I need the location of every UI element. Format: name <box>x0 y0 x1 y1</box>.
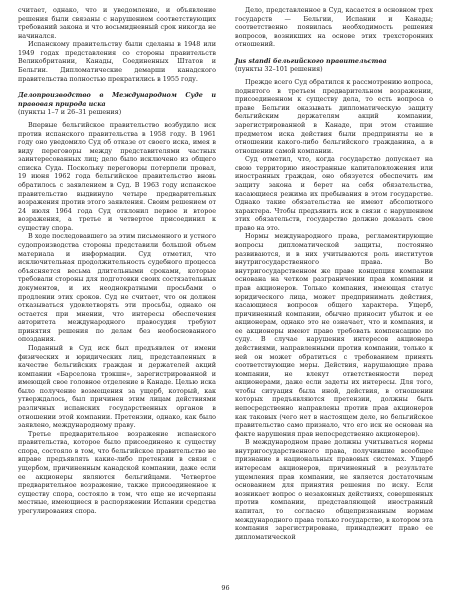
paragraph: Прежде всего Суд обратился к рассмотрению вопроса, поднятого в третьем предварительном возражении, присоединенном к существу дела, то есть вопроса о праве Бельгии оказывать дипломатическую защиту бельгийским держателям акций компании, зарегистрированной в Канаде, при этом ставшие предметом иска действия были предприняты не в отношении какого-либо бельгийского гражданина, а в отношении самой компании. <box>235 78 433 155</box>
section-subheading: (пункты 32–101 решения) <box>235 65 323 74</box>
paragraph: Третье предварительное возражение испанского правительства, которое было присоединено к существу спора, состояло в том, что бельгийское правительство не вправе предъявлять какие-либо претензии в связи с ущербом, причиненным канадской компании, даже если ее акционеры являются бельгийцами. Четвертое предварительное возражение, также присоединенное к существу спора, состояло в том, что еще не исчерпаны местные, имеющиеся в распоряжении Испании средства урегулирования спора. <box>18 429 216 515</box>
paragraph: Впервые бельгийское правительство возбудило иск против испанского правительства в 1958 году. В 1961 году оно уведомило Суд об отказе от своего иска, имея в виду переговоры между представителями частных заинтересованных лиц; дело было исключено из общего списка Суда. Поскольку переговоры потерпели провал, 19 июня 1962 года бельгийское правительство вновь обратилось с заявлением в Суд. В 1963 году испанское правительство выдвинуло четыре предварительных возражения против этого заявления. Своим решением от 24 июля 1964 года Суд отклонил первое и второе возражения, а третье и четвертое присоединил к существу спора. <box>18 120 216 232</box>
section-subheading: (пункты 1–7 и 26–31 решения) <box>18 108 122 117</box>
right-column <box>235 6 433 541</box>
section-heading: Jus standi бельгийского правительства <box>235 56 387 65</box>
paragraph: Поданный в Суд иск был предъявлен от имени физических и юридических лиц, представленных в качестве бельгийских граждан и держателей акций компании «Барселона трэкшн», зарегистрированной и имеющей свое головное отделение в Канаде. Целью иска было получение возмещения за ущерб, который, как утверждалось, был причинен этим лицам действиями различных испанских государственных органов в отношении этой компании. Претензии, однако, как было заявлено, международному праву. <box>18 343 216 430</box>
paragraph: считает, однако, что и уведомление, и объявление решения были связаны с нарушением соответствующих требований закона и что восьмидневный срок никогда не начинался. <box>18 6 216 40</box>
paragraph: В международном праве должны учитываться нормы внутригосударственного права, получившие всеобщее признание в национальных правовых системах. Ущерб интересам акционеров, причиненный в результате ущемления прав компании, не является достаточным основанием для принятия решения по иску. Если возникает вопрос о незаконных действиях, совершенных против компании, представляющей иностранный капитал, то согласно общепризнанным нормам международного права только государство, в котором эта компания зарегистрирована, принадлежит право ее дипломатической <box>235 438 433 541</box>
paragraph: Испанскому правительству были сделаны в 1948 или 1949 годах представления со стороны правительств Великобритании, Канады, Соединенных Штатов и Бельгии. Дипломатические демарши канадского правительства полностью прекратились в 1955 году. <box>18 40 216 83</box>
paragraph: Нормы международного права, регламентирующие вопросы дипломатической защиты, постоянно развиваются, и в них учитываются роль институтов внутригосударственного права. Во внутригосударственном же праве концепция компании основана на четком разграничении прав компании и прав акционеров. Только компания, имеющая статус юридического лица, может предпринимать действия, касающиеся вопросов общего характера. Ущерб, причиненный компании, обычно приносит убыток и ее акционерам, однако это не означает, что и компания, и ее акционеры имеют право требовать компенсацию по суду. В случае нарушения интересов акционера действиями, направленными против компании, только к ней он может обратиться с требованием принять соответствующие меры. Действия, нарушающие права компании, не влекут ответственности перед акционерами, даже если задеты их интересы. Для того, чтобы ситуация была иной, действия, в отношении которых предъявляются претензии, должны быть непосредственно направлены против прав акционеров как таковых (чего нет в настоящем деле, но бельгийское правительство само признало, что его иск не основан на факте нарушения прав непосредственно акционеров). <box>235 232 433 438</box>
paragraph: В ходе последовавшего за этим письменного и устного судопроизводства стороны представили большой объем материала и информации. Суд отметил, что исключительная продолжительность судебного процесса объясняется весьма длительными сроками, которые требовали стороны для подготовки своих состязательных документов, и их неоднократными просьбами о продлении этих сроков. Суд не считает, что он должен отказываться удовлетворять эти просьбы, однако он остается при мнении, что интересы обеспечения авторитета международного правосудия требуют принятия решения по делам без необоснованного опоздания. <box>18 232 216 344</box>
paragraph: Суд отметил, что, когда государство допускает на свою территорию иностранные капиталовложения или иностранных граждан, оно обязуется обеспечить им защиту закона и берет на себя обязательства, касающиеся режима их пребывания в этом государстве. Однако такие обязательства не имеют абсолютного характера. Чтобы предъявить иск в связи с нарушением этих обязательств, государство должно доказать свое право на это. <box>235 155 433 232</box>
section-heading: Делопроизводство в Международном Суде и правовая природа иска <box>18 91 216 108</box>
paragraph: Дело, представленное в Суд, касается в основном трех государств — Бельгии, Испании и Канады; соответственно появилась необходимость решения вопросов, возникших на основе этих трехсторонних отношений. <box>235 6 433 49</box>
left-column <box>18 6 216 516</box>
page-number: 96 <box>221 584 230 592</box>
